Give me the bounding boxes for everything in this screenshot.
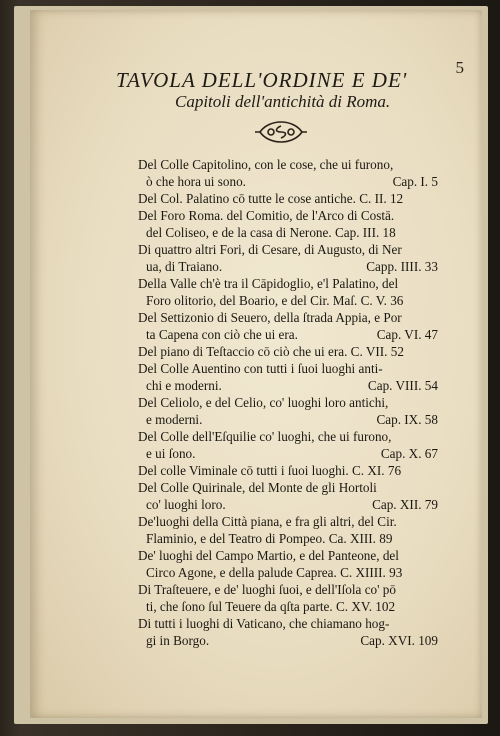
toc-entry-text: Del Colle Capitolino, con le cose, che ui furono, [138, 157, 394, 172]
toc-entry-text: Flaminio, e del Teatro di Pompeo. Ca. XIII. 89 [146, 531, 393, 546]
toc-entry-text: Del Settizonio di Seuero, della ſtrada Appia, e Por [138, 310, 402, 325]
toc-line [138, 513, 438, 530]
toc-entry-chapter: Cap. IX. 58 [376, 412, 438, 427]
toc-entry-chapter: Cap. VIII. 54 [367, 378, 438, 393]
toc-line [138, 275, 438, 292]
toc-entry-text: Del Colle Auentino con tutti i ſuoi luoghi anti- [138, 361, 383, 376]
toc-line [138, 530, 438, 547]
toc-entry-text: Di Traſteuere, e de' luoghi ſuoi, e dell'Iſola co' pō [138, 582, 396, 597]
toc-entry-text: Foro olitorio, del Boario, e del Cir. Maſ. C. V. 36 [146, 293, 404, 308]
toc-entry-text: ta Capena con ciò che ui era. [146, 327, 298, 342]
toc-line [138, 547, 438, 564]
toc-entry-text: ò che hora ui sono. [146, 174, 246, 189]
toc-entry-text: Del Col. Palatino cō tutte le cose antiche. C. II. 12 [138, 191, 404, 206]
table-of-contents [138, 156, 438, 649]
toc-line [138, 258, 438, 275]
toc-entry-text: Del Foro Roma. del Comitio, de l'Arco di Costā. [138, 208, 395, 223]
toc-line [138, 326, 438, 343]
toc-line [138, 343, 438, 360]
toc-entry-text: De'luoghi della Città piana, e fra gli altri, del Cir. [138, 514, 397, 529]
toc-entry-text: Del piano di Teſtaccio cō ciò che ui era. C. VII. 52 [138, 344, 404, 359]
toc-entry-text: Circo Agone, e della palude Caprea. C. XIIII. 93 [146, 565, 403, 580]
toc-entry-chapter: Capp. IIII. 33 [366, 259, 438, 274]
toc-entry-text: Del Colle dell'Eſquilie co' luoghi, che ui furono, [138, 429, 392, 444]
toc-line [138, 173, 438, 190]
toc-entry-text: e moderni. [146, 412, 203, 427]
toc-entry-chapter: Cap. XVI. 109 [360, 633, 438, 648]
toc-entry-text: chi e moderni. [146, 378, 222, 393]
toc-line [138, 479, 438, 496]
toc-line [138, 632, 438, 649]
toc-line [138, 598, 438, 615]
toc-entry-chapter: Cap. I. 5 [392, 174, 438, 189]
toc-entry-text: ua, di Traiano. [146, 259, 223, 274]
toc-entry-text: Di quattro altri Fori, di Cesare, di Augusto, di Ner [138, 242, 402, 257]
toc-line [138, 377, 438, 394]
toc-line [138, 394, 438, 411]
toc-line [138, 428, 438, 445]
page-subtitle: Capitoli dell'antichità di Roma. [175, 92, 391, 111]
toc-line [138, 207, 438, 224]
toc-entry-text: del Coliseo, e de la casa di Nerone. Cap. III. 18 [146, 225, 396, 240]
toc-entry-text: Del Celiolo, e del Celio, co' luoghi loro antichi, [138, 395, 389, 410]
toc-line [138, 445, 438, 462]
toc-line [138, 564, 438, 581]
toc-entry-text: Di tutti i luoghi di Vaticano, che chiamano hog- [138, 616, 390, 631]
ornament-icon [254, 118, 308, 146]
toc-entry-text: e ui ſono. [146, 446, 196, 461]
toc-line [138, 462, 438, 479]
toc-line [138, 360, 438, 377]
page-title: TAVOLA DELL'ORDINE E DE' [116, 68, 408, 92]
toc-entry-text: co' luoghi loro. [146, 497, 226, 512]
toc-line [138, 411, 438, 428]
toc-line [138, 581, 438, 598]
toc-entry-chapter: Cap. XII. 79 [372, 497, 438, 512]
toc-entry-text: De' luoghi del Campo Martio, e del Panteone, del [138, 548, 399, 563]
toc-entry-text: Del colle Viminale cō tutti i ſuoi luoghi. C. XI. 76 [138, 463, 402, 478]
toc-line [138, 309, 438, 326]
toc-entry-text: ti, che ſono ſul Teuere da qſta parte. C. XV. 102 [146, 599, 396, 614]
toc-line [138, 190, 438, 207]
toc-line [138, 224, 438, 241]
toc-line [138, 292, 438, 309]
toc-line [138, 156, 438, 173]
toc-entry-text: Della Valle ch'è tra il Cāpidoglio, e'l Palatino, del [138, 276, 399, 291]
toc-entry-text: gi in Borgo. [146, 633, 210, 648]
toc-entry-chapter: Cap. X. 67 [380, 446, 438, 461]
toc-entry-chapter: Cap. VI. 47 [376, 327, 438, 342]
toc-line [138, 496, 438, 513]
toc-entry-text: Del Colle Quirinale, del Monte de gli Hortoli [138, 480, 377, 495]
toc-line [138, 241, 438, 258]
page-number: 5 [455, 58, 464, 77]
toc-line [138, 615, 438, 632]
